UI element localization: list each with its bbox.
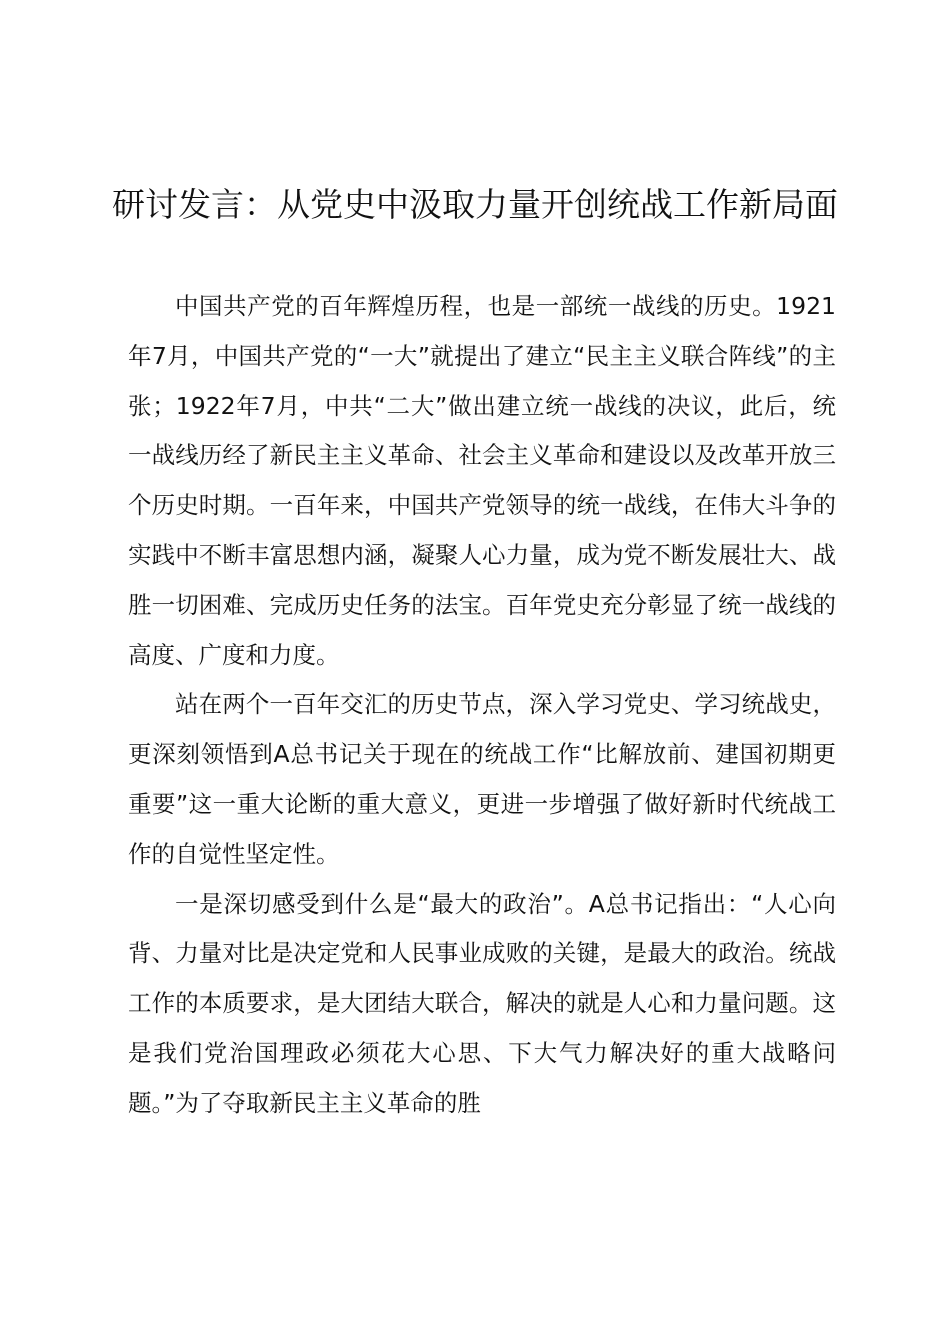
paragraph-greatest-politics: 一是深切感受到什么是“最大的政治”。A总书记指出：“人心向背、力量对比是决定党和人民事业成败的关键，是最大的政治。统战工作的本质要求，是大团结大联合，解决的就是人心和力量问题。这是我们党治国理政必须花大心思、下大气力解决好的重大战略问题。”为了夺取新民主主义革命的胜 <box>128 889 836 1117</box>
document-body <box>128 282 836 1129</box>
paragraph-intro: 中国共产党的百年辉煌历程，也是一部统一战线的历史。1921年7月，中国共产党的“一大”就提出了建立“民主主义联合阵线”的主张；1922年7月，中共“二大”做出建立统一战线的决议，此后，统一战线历经了新民主主义革命、社会主义革命和建设以及改革开放三个历史时期。一百年来，中国共产党领导的统一战线，在伟大斗争的实践中不断丰富思想内涵，凝聚人心力量，成为党不断发展壮大、战胜一切困难、完成历史任务的法宝。百年党史充分彰显了统一战线的高度、广度和力度。 <box>128 292 836 669</box>
document-title: 研讨发言：从党史中汲取力量开创统战工作新局面 <box>112 185 838 224</box>
paragraph-historical-node: 站在两个一百年交汇的历史节点，深入学习党史、学习统战史，更深刻领悟到A总书记关于现在的统战工作“比解放前、建国初期更重要”这一重大论断的重大意义，更进一步增强了做好新时代统战工作的自觉性坚定性。 <box>128 690 836 868</box>
